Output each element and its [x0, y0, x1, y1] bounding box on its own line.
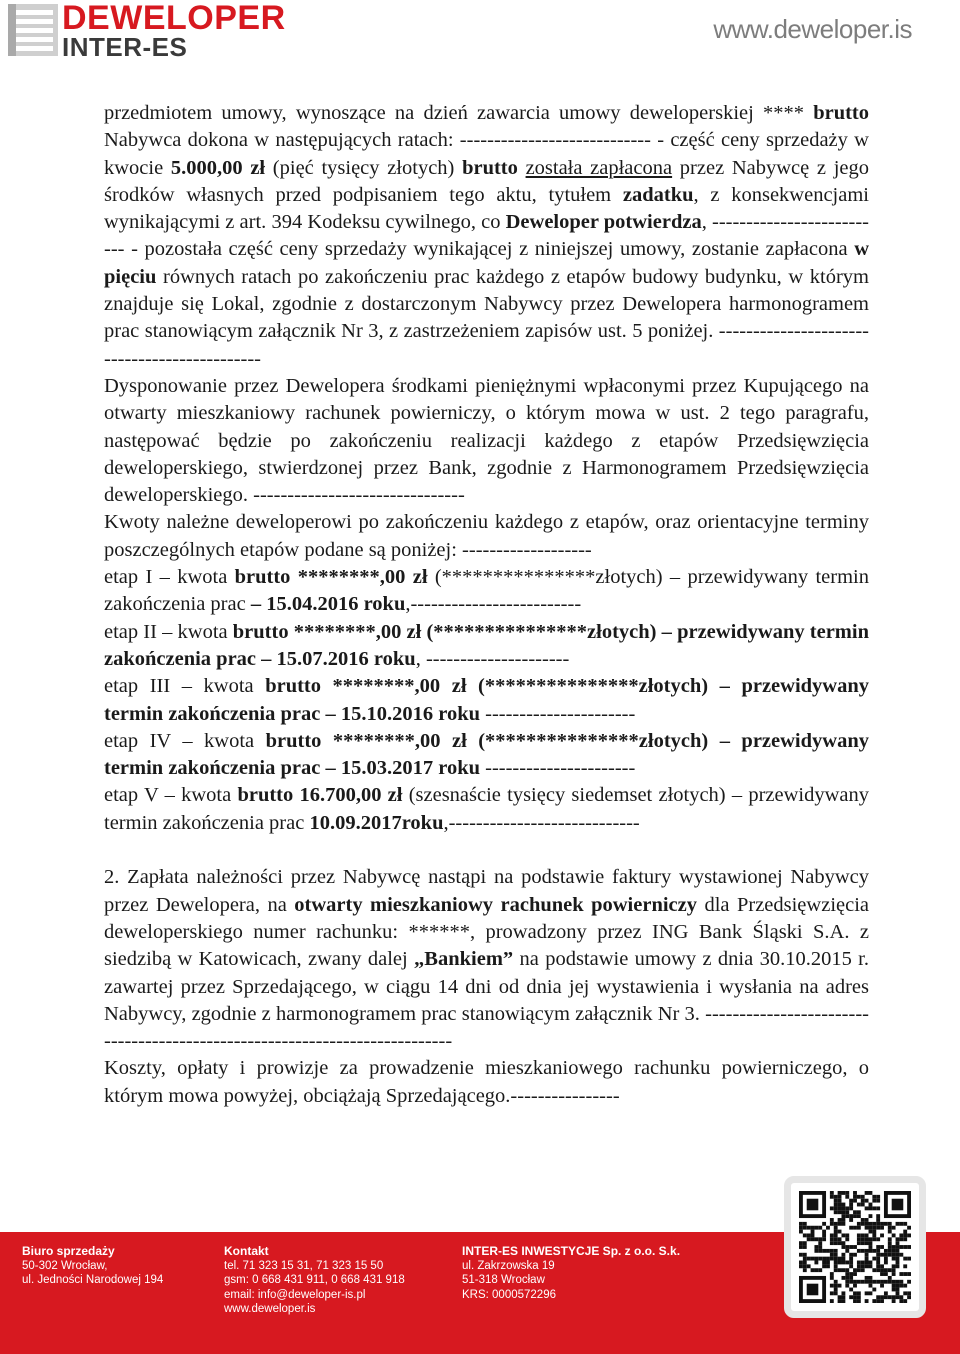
- qr-code: [784, 1176, 926, 1318]
- logo-text-inter-es: INTER-ES: [62, 32, 188, 62]
- paragraph-fees: Koszty, opłaty i prowizje za prowadzenie mieszkaniowego rachunku powierniczego, o którym mowa powyżej, obciążają Sprzedającego.----------------: [104, 1057, 869, 1107]
- building-logo-icon: [8, 4, 58, 56]
- qr-code-icon: [799, 1191, 911, 1303]
- footer-company: INTER-ES INWESTYCJE Sp. z o.o. S.k. ul. Zakrzowska 19 51-318 Wrocław KRS: 0000572296: [462, 1244, 681, 1301]
- stage-1: etap I – kwota brutto ********,00 zł (***************złotych) – przewidywany termin zakończenia prac – 15.04.2016 roku,-------------------------: [104, 566, 869, 616]
- logo-text-deweloper: DEWELOPER: [62, 0, 286, 37]
- footer-sales-office: Biuro sprzedaży 50-302 Wrocław, ul. Jedności Narodowej 194: [22, 1244, 164, 1286]
- website-url[interactable]: www.deweloper.is: [713, 14, 912, 44]
- footer-email[interactable]: email: info@deweloper-is.pl: [224, 1288, 366, 1301]
- paragraph-funds-disposal: Dysponowanie przez Dewelopera środkami pieniężnymi wpłaconymi przez Kupującego na otwarty mieszkaniowy rachunek powierniczy, o którym mowa w ust. 2 tego paragrafu, następować będzie po zakończeniu realizacji każdego z etapów Przedsięwzięcia deweloperskiego, stwierdzonej przez Bank, zgodnie z Harmonogramem Przedsięwzięcia deweloperskiego. -------------------------------: [104, 374, 869, 507]
- footer-website[interactable]: www.deweloper.is: [224, 1303, 316, 1315]
- stage-4: etap IV – kwota brutto ********,00 zł (***************złotych) – przewidywany termin zakończenia prac – 15.03.2017 roku ----------------------: [104, 729, 869, 780]
- paragraph-payment-terms: przedmiotem umowy, wynoszące na dzień zawarcia umowy deweloperskiej **** brutto Nabywca dokona w następujących ratach: ---------------------------- - część ceny sprzedaży w kwocie 5.000,00 zł (pięć tysięcy złotych) brutto została zapłacona przez Nabywcę z jego środków własnych przed podpisaniem tego aktu, tytułem zadatku, z konsekwencjami wynikającymi z art. 394 Kodeksu cywilnego, co Deweloper potwierdza, -------------------------- - pozostała część ceny sprzedaży wynikającej z niniejszej umowy, zostanie zapłacona w pięciu równych ratach po zakończeniu prac każdego z etapów budowy budynku, w którym znajduje się Lokal, zgodnie z dostarczonym Nabywcy przez Dewelopera harmonogramem prac stanowiącym załącznik Nr 3, z zastrzeżeniem zapisów ust. 5 poniżej. ---------------------------------------------: [104, 102, 870, 370]
- page-header: [0, 0, 960, 70]
- paragraph-invoice-payment: 2. Zapłata należności przez Nabywcę nastąpi na podstawie faktury wystawionej Nabywcy przez Dewelopera, na otwarty mieszkaniowy rachunek powierniczy dla Przedsięwzięcia deweloperskiego numer rachunku: ******, prowadzony przez ING Bank Śląski S.A. z siedzibą w Katowicach, zwany dalej „Bankiem” na podstawie umowy z dnia 30.10.2015 r. zawartej przez Sprzedającego, w ciągu 14 dni od dnia jej wystawienia i wysłania na adres Nabywcy, zgodnie z harmonogramem prac stanowiącym załącznik Nr 3. ---------------------------------------------------------------------------: [104, 866, 870, 1053]
- stage-3: etap III – kwota brutto ********,00 zł (***************złotych) – przewidywany termin zakończenia prac – 15.10.2016 roku ----------------------: [104, 675, 869, 725]
- document-body: [104, 100, 869, 1110]
- stage-5: etap V – kwota brutto 16.700,00 zł (szesnaście tysięcy siedemset złotych) – przewidywany termin zakończenia prac 10.09.2017roku,----------------------------: [104, 784, 869, 834]
- stage-2: etap II – kwota brutto ********,00 zł (***************złotych) – przewidywany termin zakończenia prac – 15.07.2016 roku, ---------------------: [104, 620, 869, 670]
- footer-contact: Kontakt tel. 71 323 15 31, 71 323 15 50 gsm: 0 668 431 911, 0 668 431 918 email: info@deweloper-is.pl www.deweloper.is: [224, 1244, 405, 1315]
- paragraph-gap: [104, 837, 869, 864]
- paragraph-amounts-intro: Kwoty należne deweloperowi po zakończeniu każdego z etapów, oraz orientacyjne terminy poszczególnych etapów podane są poniżej: -------------------: [104, 511, 869, 561]
